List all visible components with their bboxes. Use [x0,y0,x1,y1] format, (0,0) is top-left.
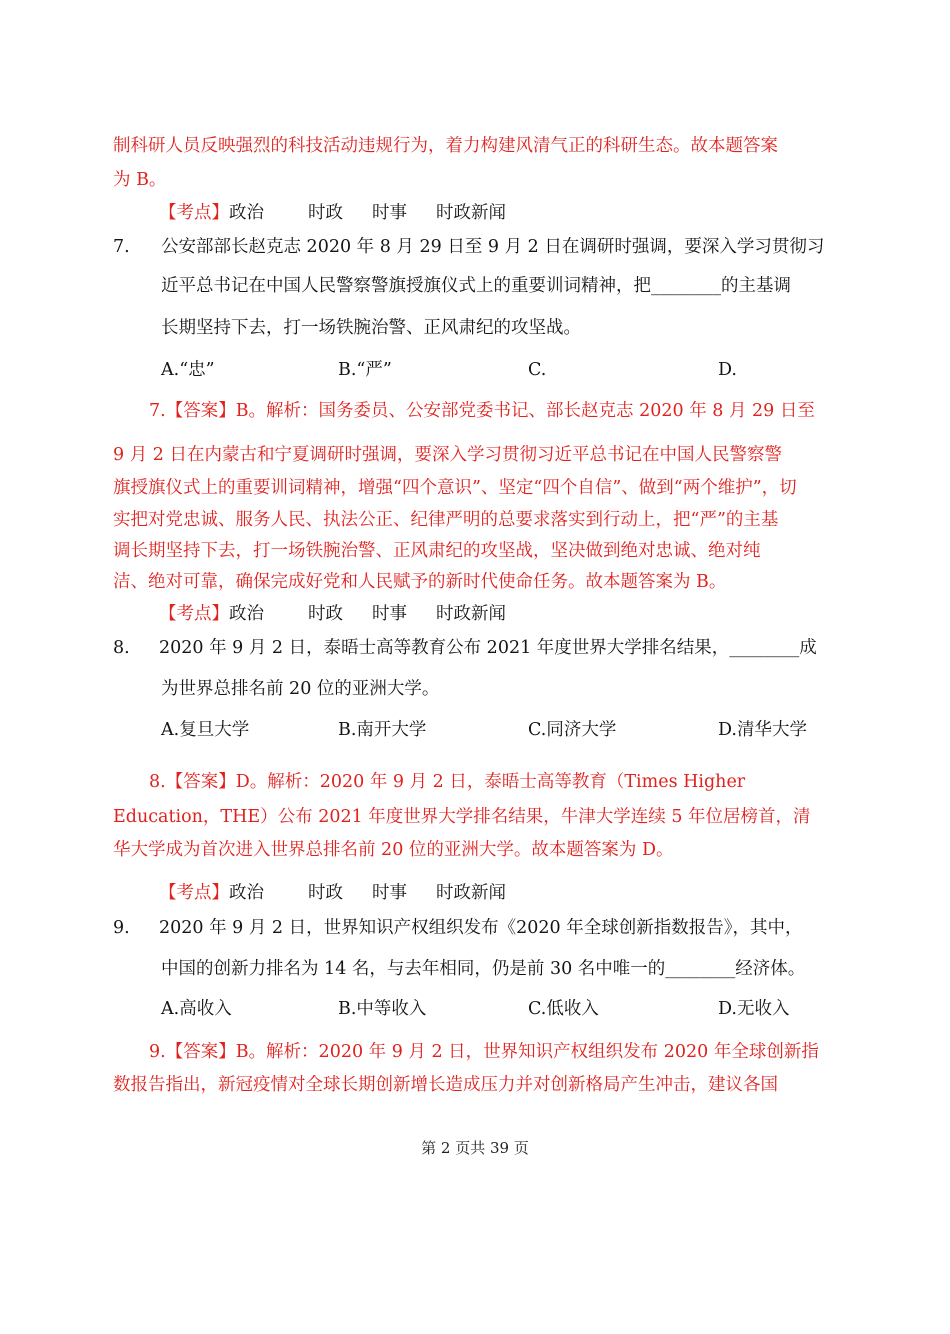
answer-7-line-2: 9 月 2 日在内蒙古和宁夏调研时强调，要深入学习贯彻习近平总书记在中国人民警察警 [113,445,782,465]
question-9-line-1: 2020 年 9 月 2 日，世界知识产权组织发布《2020 年全球创新指数报告》，其中， [159,918,803,938]
question-9-option-a: A.高收入 [161,999,232,1019]
question-9-number: 9. [113,918,130,938]
kaodian-item: 时政 [308,883,343,903]
answer-9-line-1: 9.【答案】B。解析：2020 年 9 月 2 日，世界知识产权组织发布 2020 年全球创新指 [149,1042,819,1062]
kaodian-item: 时事 [372,203,407,223]
question-8-option-b: B.南开大学 [338,720,427,740]
kaodian-label: 【考点】 [159,883,229,903]
kaodian-item: 时政新闻 [436,883,506,903]
kaodian-row [159,881,506,905]
answer-8-line-3: 华大学成为首次进入世界总排名前 20 位的亚洲大学。故本题答案为 D。 [113,840,674,860]
question-7-line-1: 公安部部长赵克志 2020 年 8 月 29 日至 9 月 2 日在调研时强调，要深入学习贯彻习 [161,237,825,257]
kaodian-item: 时政新闻 [436,604,506,624]
question-9-option-c: C.低收入 [528,999,599,1019]
question-8-option-a: A.复旦大学 [161,720,250,740]
question-7-line-3: 长期坚持下去，打一场铁腕治警、正风肃纪的攻坚战。 [161,318,581,338]
kaodian-item: 时政 [308,203,343,223]
question-9-option-d: D.无收入 [718,999,790,1019]
question-7-option-b: B.“严” [338,360,392,380]
question-9-line-2: 中国的创新力排名为 14 名，与去年相同，仍是前 30 名中唯一的________经济体。 [161,959,806,979]
answer-continued-line-2: 为 B。 [113,170,167,190]
answer-8-line-1: 8.【答案】D。解析：2020 年 9 月 2 日，泰晤士高等教育（Times Higher [149,772,746,792]
kaodian-item: 政治 [229,203,264,223]
answer-7-line-4: 实把对党忠诚、服务人民、执法公正、纪律严明的总要求落实到行动上，把“严”的主基 [113,510,779,530]
kaodian-item: 时事 [372,883,407,903]
question-7-line-2: 近平总书记在中国人民警察警旗授旗仪式上的重要训词精神，把________的主基调 [161,276,791,296]
answer-9-line-2: 数报告指出，新冠疫情对全球长期创新增长造成压力并对创新格局产生冲击，建议各国 [113,1075,778,1095]
question-8-line-1: 2020 年 9 月 2 日，泰晤士高等教育公布 2021 年度世界大学排名结果，________成 [159,638,817,658]
answer-continued-line-1: 制科研人员反映强烈的科技活动违规行为，着力构建风清气正的科研生态。故本题答案 [113,136,778,156]
question-7-option-c: C. [528,360,547,380]
kaodian-item: 时政 [308,604,343,624]
answer-7-line-3: 旗授旗仪式上的重要训词精神，增强“四个意识”、坚定“四个自信”、做到“两个维护”，切 [113,478,797,498]
kaodian-item: 时事 [372,604,407,624]
answer-7-line-5: 调长期坚持下去，打一场铁腕治警、正风肃纪的攻坚战，坚决做到绝对忠诚、绝对纯 [113,541,761,561]
question-8-line-2: 为世界总排名前 20 位的亚洲大学。 [161,679,440,699]
question-7-number: 7. [113,237,130,257]
answer-8-line-2: Education，THE）公布 2021 年度世界大学排名结果，牛津大学连续 5 年位居榜首，清 [113,807,811,827]
question-9-option-b: B.中等收入 [338,999,427,1019]
kaodian-label: 【考点】 [159,203,229,223]
question-8-option-c: C.同济大学 [528,720,617,740]
kaodian-row [159,201,506,225]
kaodian-row [159,602,506,626]
question-8-number: 8. [113,638,130,658]
question-7-option-d: D. [718,360,737,380]
answer-7-line-1: 7.【答案】B。解析：国务委员、公安部党委书记、部长赵克志 2020 年 8 月 29 日至 [149,401,815,421]
page-number-footer: 第 2 页共 39 页 [421,1139,529,1157]
question-7-option-a: A.“忠” [161,360,215,380]
kaodian-label: 【考点】 [159,604,229,624]
answer-7-line-6: 洁、绝对可靠，确保完成好党和人民赋予的新时代使命任务。故本题答案为 B。 [113,572,727,592]
kaodian-item: 政治 [229,883,264,903]
kaodian-item: 时政新闻 [436,203,506,223]
kaodian-item: 政治 [229,604,264,624]
question-8-option-d: D.清华大学 [718,720,807,740]
